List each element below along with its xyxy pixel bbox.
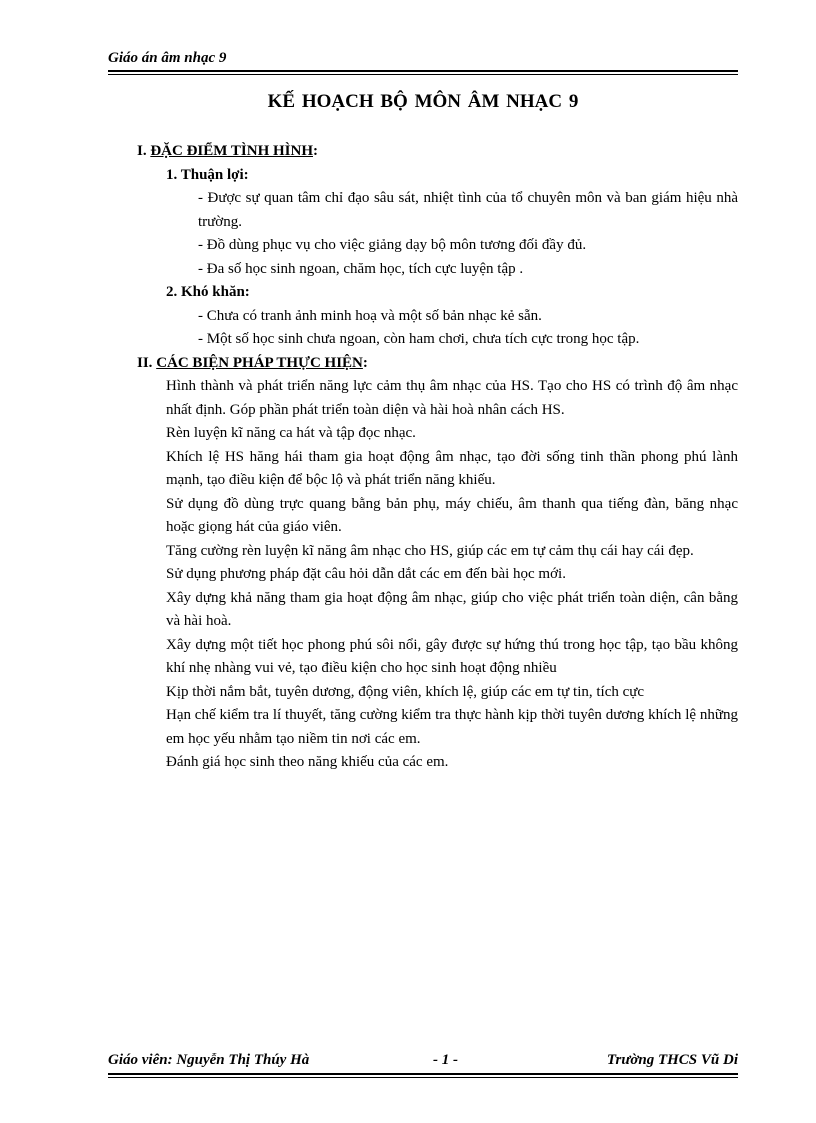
measure-paragraph: Xây dựng khả năng tham gia hoạt động âm nhạc, giúp cho việc phát triển toàn diện, cân bằng và hài hoà. [166,589,738,629]
subsection-advantages-heading: 1. Thuận lợi: [166,166,249,183]
measure-paragraph: Xây dựng một tiết học phong phú sôi nổi, gây được sự hứng thú trong học tập, tạo bầu không khí nhẹ nhàng vui vẻ, tạo điều kiện cho học sinh hoạt động nhiều [166,636,738,676]
page-footer [108,1052,738,1078]
footer-teacher: Giáo viên: Nguyễn Thị Thúy Hà [108,1052,310,1068]
measure-paragraph: Hình thành và phát triển năng lực cảm thụ âm nhạc của HS. Tạo cho HS có trình độ âm nhạc nhất định. Góp phần phát triển toàn diện và hài hoà nhân cách HS. [166,378,738,418]
section-1-number: I. [137,143,151,159]
header-rule [108,70,738,75]
subsection-difficulties-heading: 2. Khó khăn: [166,284,250,300]
difficulty-item: - Một số học sinh chưa ngoan, còn ham chơi, chưa tích cực trong học tập. [198,331,640,347]
page-header [108,50,738,75]
footer-rule [108,1073,738,1078]
measure-paragraph: Sử dụng phương pháp đặt câu hỏi dẫn dắt các em đến bài học mới. [166,566,566,582]
footer-row [108,1052,738,1069]
measure-paragraph: Khích lệ HS hăng hái tham gia hoạt động âm nhạc, tạo đời sống tinh thần phong phú lành mạnh, tạo điều kiện để bộc lộ và phát triển năng khiếu. [166,448,738,488]
advantage-item: - Đồ dùng phục vụ cho việc giảng dạy bộ môn tương đối đầy đủ. [198,237,587,253]
section-2-title: CÁC BIỆN PHÁP THỰC HIỆN [156,354,363,371]
measure-paragraph: Kịp thời nắm bắt, tuyên dương, động viên, khích lệ, giúp các em tự tin, tích cực [166,683,645,700]
difficulty-item: - Chưa có tranh ảnh minh hoạ và một số bản nhạc kẻ sẵn. [198,307,542,324]
footer-page-number: - 1 - [433,1052,458,1068]
measure-paragraph: Sử dụng đồ dùng trực quang bằng bản phụ, máy chiếu, âm thanh qua tiếng đàn, băng nhạc hoặc giọng hát của giáo viên. [166,495,738,535]
advantage-item: - Được sự quan tâm chỉ đạo sâu sát, nhiệt tình của tổ chuyên môn và ban giám hiệu nhà trường. [198,190,738,230]
section-2-number: II. [137,354,157,371]
measure-paragraph: Tăng cường rèn luyện kĩ năng âm nhạc cho HS, giúp các em tự cảm thụ cái hay cái đẹp. [166,542,694,559]
measure-paragraph: Đánh giá học sinh theo năng khiếu của các em. [166,754,449,770]
document-title: KẾ HOẠCH BỘ MÔN ÂM NHẠC 9 [267,91,579,112]
section-1-heading [137,140,738,164]
measure-paragraph: Hạn chế kiểm tra lí thuyết, tăng cường kiểm tra thực hành kịp thời tuyên dương khích lệ những em học yếu nhằm tạo niềm tin nơi các em. [166,707,738,747]
advantage-item: - Đa số học sinh ngoan, chăm học, tích cực luyện tập . [198,260,524,277]
footer-school: Trường THCS Vũ Di [606,1052,738,1068]
section-1-colon: : [313,143,318,159]
section-2-colon: : [362,354,368,371]
section-2-heading [137,352,738,376]
document-body [108,140,738,775]
section-1-title: ĐẶC ĐIỂM TÌNH HÌNH [150,143,313,159]
measure-paragraph: Rèn luyện kĩ năng ca hát và tập đọc nhạc. [166,425,416,441]
header-text: Giáo án âm nhạc 9 [108,50,227,66]
